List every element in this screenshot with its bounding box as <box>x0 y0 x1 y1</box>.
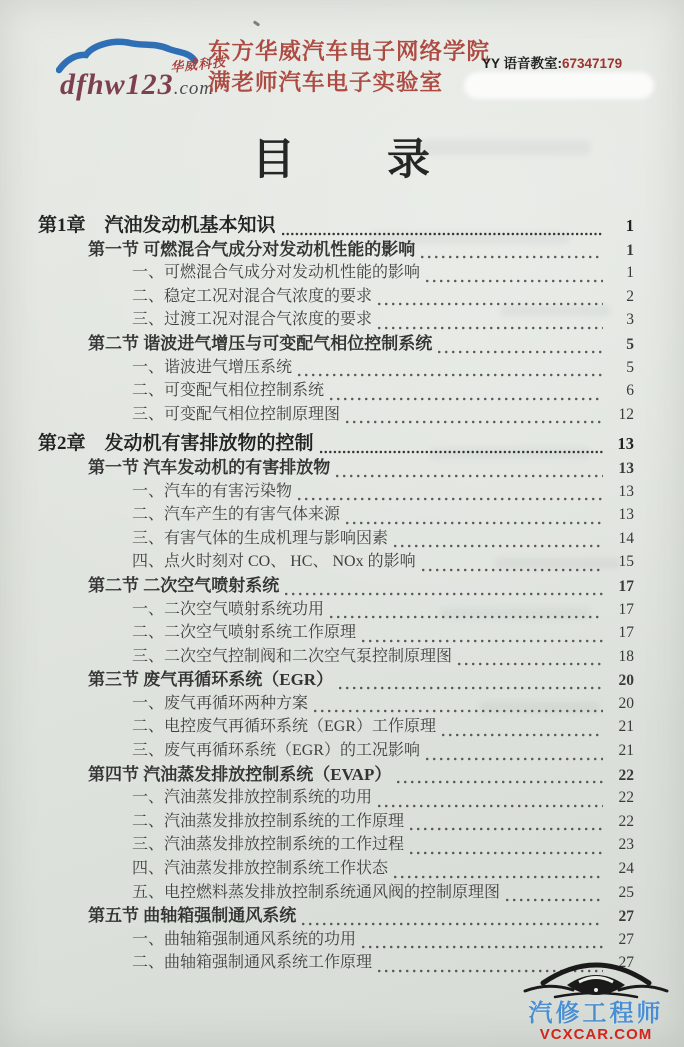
toc-entry-page: 1 <box>625 216 634 235</box>
watermark-title: 汽修工程师 <box>528 1000 664 1027</box>
toc-entry-label: 二、汽油蒸发排放控制系统的工作原理 <box>132 812 405 830</box>
toc-entry <box>38 810 634 834</box>
toc-leader-dots <box>320 442 603 456</box>
toc-entry <box>38 456 634 480</box>
toc-entry-label: 二、汽车产生的有害气体来源 <box>132 506 341 524</box>
toc-entry-label: 第三节 废气再循环系统（EGR） <box>88 670 334 690</box>
toc-leader-dots <box>394 536 603 550</box>
toc-entry-label: 一、曲轴箱强制通风系统的功用 <box>132 930 357 948</box>
toc-entry-label: 四、汽油蒸发排放控制系统工作状态 <box>132 860 389 878</box>
toc-leader-dots <box>397 772 603 786</box>
toc-leader-dots <box>336 466 603 480</box>
toc-leader-dots <box>458 654 603 668</box>
toc-entry-page: 21 <box>618 742 634 760</box>
toc-leader-dots <box>330 607 603 621</box>
toc-entry-label: 第1章 汽油发动机基本知识 <box>38 215 276 236</box>
toc-entry-page: 13 <box>617 434 634 454</box>
toc-entry <box>38 332 634 356</box>
header <box>50 34 664 116</box>
toc-entry-page: 6 <box>626 382 634 400</box>
toc-entry-page: 20 <box>618 694 634 712</box>
toc-entry-page: 1 <box>626 241 634 259</box>
toc-entry-page: 23 <box>618 836 634 854</box>
toc-leader-dots <box>394 867 603 881</box>
toc-list <box>38 214 634 975</box>
toc-entry-label: 一、汽油蒸发排放控制系统的功用 <box>132 789 373 807</box>
toc-entry <box>38 214 634 238</box>
toc-entry-page: 15 <box>618 553 634 571</box>
toc-entry <box>38 598 634 622</box>
toc-leader-dots <box>346 412 603 426</box>
toc-entry <box>38 503 634 527</box>
toc-leader-dots <box>314 701 603 715</box>
toc-leader-dots <box>426 271 603 285</box>
toc-leader-dots <box>302 914 603 928</box>
toc-leader-dots <box>410 819 603 833</box>
toc-entry-label: 二、可变配气相位控制系统 <box>132 382 325 400</box>
toc-leader-dots <box>282 224 603 238</box>
toc-entry <box>38 621 634 645</box>
toc-entry-label: 三、二次空气控制阀和二次空气泵控制原理图 <box>132 647 453 665</box>
toc-leader-dots <box>285 584 603 598</box>
yy-room-number: 67347179 <box>562 56 623 71</box>
yy-voice-room <box>482 52 622 72</box>
toc-entry-page: 21 <box>618 718 634 736</box>
logo-domain-tld: .com <box>173 78 215 99</box>
toc-entry-label: 第二节 二次空气喷射系统 <box>88 575 280 595</box>
toc-entry <box>38 550 634 574</box>
toc-entry <box>38 356 634 380</box>
toc-entry-page: 2 <box>626 287 634 305</box>
toc-entry-page: 13 <box>618 506 634 524</box>
toc-entry <box>38 645 634 669</box>
toc-leader-dots <box>339 678 603 692</box>
school-name-line1: 东方华威汽车电子网络学院 <box>208 39 491 64</box>
toc-entry <box>38 379 634 403</box>
toc-entry <box>38 432 634 456</box>
toc-entry-page: 17 <box>618 577 634 595</box>
toc-entry-label: 一、二次空气喷射系统功用 <box>132 600 325 618</box>
toc-leader-dots <box>421 247 603 261</box>
toc-leader-dots <box>330 389 603 403</box>
toc-entry <box>38 928 634 952</box>
toc-entry <box>38 527 634 551</box>
toc-entry <box>38 786 634 810</box>
watermark-domain: VCXCAR.COM <box>539 1026 653 1043</box>
toc-entry-label: 第二节 谐波进气增压与可变配气相位控制系统 <box>88 333 433 353</box>
toc-entry-label: 二、电控废气再循环系统（EGR）工作原理 <box>132 718 437 736</box>
toc-entry-page: 13 <box>618 459 634 477</box>
toc-entry-label: 四、点火时刻对 CO、 HC、 NOx 的影响 <box>132 553 416 571</box>
toc-entry-label: 二、稳定工况对混合气浓度的要求 <box>132 287 373 305</box>
toc-entry-label: 第五节 曲轴箱强制通风系统 <box>88 906 297 926</box>
toc-entry-label: 一、谐波进气增压系统 <box>132 358 293 376</box>
toc-entry-label: 第一节 汽车发动机的有害排放物 <box>88 457 331 477</box>
toc-entry-page: 17 <box>618 600 634 618</box>
toc-entry-page: 5 <box>626 335 634 353</box>
toc-entry <box>38 261 634 285</box>
toc-entry <box>38 904 634 928</box>
toc-leader-dots <box>378 294 603 308</box>
toc-entry-page: 27 <box>618 954 634 972</box>
toc-entry-page: 22 <box>618 789 634 807</box>
toc-entry-page: 24 <box>618 860 634 878</box>
toc-entry-page: 12 <box>618 405 634 423</box>
toc-entry-label: 一、可燃混合气成分对发动机性能的影响 <box>132 264 421 282</box>
toc-entry-label: 五、电控燃料蒸发排放控制系统通风阀的控制原理图 <box>132 883 501 901</box>
toc-leader-dots <box>442 725 603 739</box>
redaction-blob <box>464 72 654 99</box>
toc-entry-page: 27 <box>618 930 634 948</box>
toc-entry-page: 22 <box>618 812 634 830</box>
toc-leader-dots <box>378 796 603 810</box>
toc-entry <box>38 881 634 905</box>
toc-entry <box>38 574 634 598</box>
page-title: 目 录 <box>252 137 432 184</box>
toc-entry-page: 1 <box>626 264 634 282</box>
toc-entry <box>38 668 634 692</box>
toc-leader-dots <box>298 489 603 503</box>
toc-leader-dots <box>506 890 603 904</box>
toc-entry <box>38 403 634 427</box>
toc-entry-page: 5 <box>626 358 634 376</box>
logo-tagline: 华威科技 <box>169 54 227 75</box>
school-name-line2: 满老师汽车电子实验室 <box>208 70 444 95</box>
watermark-car-icon <box>521 949 671 999</box>
toc-entry <box>38 285 634 309</box>
school-name-block <box>208 36 498 98</box>
toc-entry-label: 二、曲轴箱强制通风系统工作原理 <box>132 954 373 972</box>
toc-leader-dots <box>346 513 603 527</box>
toc-entry <box>38 739 634 763</box>
toc-entry-page: 22 <box>618 766 634 784</box>
toc-entry-label: 三、有害气体的生成机理与影响因素 <box>132 529 389 547</box>
toc-leader-dots <box>362 631 603 645</box>
toc-entry-page: 20 <box>618 672 634 690</box>
toc-leader-dots <box>298 365 603 379</box>
toc-leader-dots <box>378 318 603 332</box>
paper-speck <box>253 20 260 26</box>
toc-entry-page: 18 <box>618 647 634 665</box>
toc-entry-page: 17 <box>618 624 634 642</box>
toc-entry-page: 25 <box>618 883 634 901</box>
toc-entry-page: 3 <box>626 311 634 329</box>
bleed-through-ghost-text <box>420 140 590 155</box>
toc-leader-dots <box>410 843 603 857</box>
toc-entry <box>38 308 634 332</box>
toc-entry <box>38 857 634 881</box>
toc-entry <box>38 763 634 787</box>
toc-entry-label: 三、汽油蒸发排放控制系统的工作过程 <box>132 836 405 854</box>
toc-entry-label: 三、废气再循环系统（EGR）的工况影响 <box>132 742 421 760</box>
toc-entry-label: 一、废气再循环两种方案 <box>132 694 309 712</box>
toc-leader-dots <box>438 342 603 356</box>
toc-entry-label: 第一节 可燃混合气成分对发动机性能的影响 <box>88 239 416 259</box>
toc-entry <box>38 480 634 504</box>
toc-entry <box>38 238 634 262</box>
toc-entry-label: 三、过渡工况对混合气浓度的要求 <box>132 311 373 329</box>
toc-leader-dots <box>422 560 603 574</box>
toc-entry-label: 第2章 发动机有害排放物的控制 <box>38 433 314 455</box>
toc-entry-page: 14 <box>618 529 634 547</box>
logo-domain-name: dfhw123 <box>60 68 174 101</box>
toc-entry-label: 第四节 汽油蒸发排放控制系统（EVAP） <box>88 764 392 784</box>
toc-entry-label: 二、二次空气喷射系统工作原理 <box>132 624 357 642</box>
toc-entry <box>38 692 634 716</box>
watermark <box>512 949 680 1043</box>
toc-leader-dots <box>426 749 603 763</box>
toc-entry-page: 27 <box>618 908 634 926</box>
yy-room-label: YY 语音教室: <box>482 56 563 71</box>
toc-entry <box>38 715 634 739</box>
toc-entry <box>38 833 634 857</box>
toc-entry-page: 13 <box>618 482 634 500</box>
toc-entry-label: 三、可变配气相位控制原理图 <box>132 405 341 423</box>
toc-entry-label: 一、汽车的有害污染物 <box>132 482 293 500</box>
